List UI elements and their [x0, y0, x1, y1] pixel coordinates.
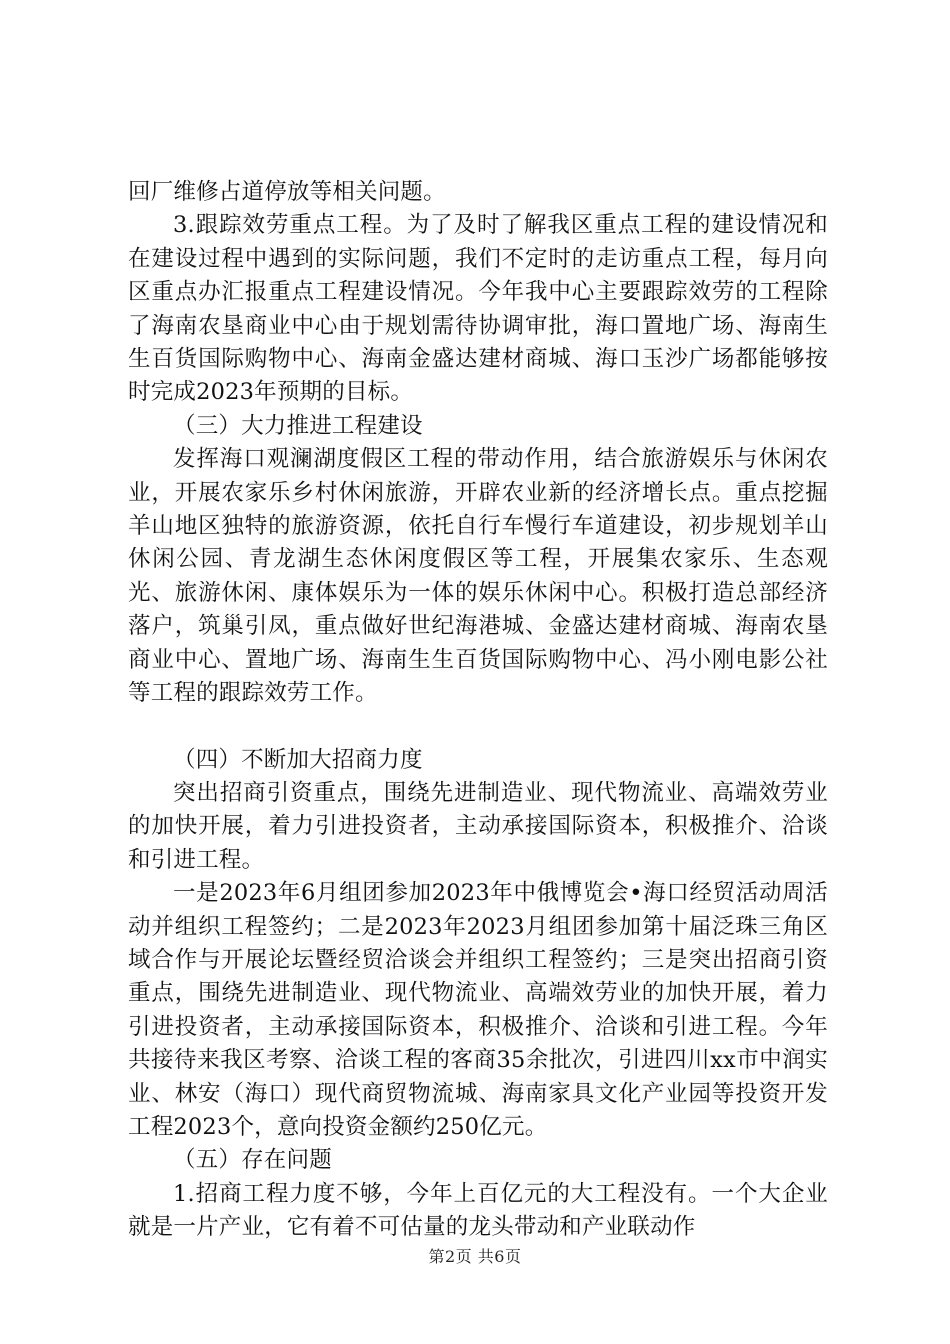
paragraph-existing-problems: 1.招商工程力度不够，今年上百亿元的大工程没有。一个大企业就是一片产业，它有着不可估量的龙头带动和产业联动作	[128, 1180, 828, 1241]
section-heading-3: （三）大力推进工程建设	[173, 412, 423, 439]
document-body	[128, 176, 828, 1245]
section-heading-4: （四）不断加大招商力度	[173, 746, 423, 773]
paragraph-project-construction: 发挥海口观澜湖度假区工程的带动作用，结合旅游娱乐与休闲农业，开展农家乐乡村休闲旅游，开辟农业新的经济增长点。重点挖掘羊山地区独特的旅游资源，依托自行车慢行车道建设，初步规划羊山休闲公园、青龙湖生态休闲度假区等工程，开展集农家乐、生态观光、旅游休闲、康体娱乐为一体的娱乐休闲中心。积极打造总部经济落户，筑巢引凤，重点做好世纪海港城、金盛达建材商城、海南农垦商业中心、置地广场、海南生生百货国际购物中心、冯小刚电影公社等工程的跟踪效劳工作。	[128, 446, 828, 707]
paragraph-key-project-tracking: 3.跟踪效劳重点工程。为了及时了解我区重点工程的建设情况和在建设过程中遇到的实际问题，我们不定时的走访重点工程，每月向区重点办汇报重点工程建设情况。今年我中心主要跟踪效劳的工程除了海南农垦商业中心由于规划需待协调审批，海口置地广场、海南生生百货国际购物中心、海南金盛达建材商城、海口玉沙广场都能够按时完成2023年预期的目标。	[128, 212, 828, 406]
page-footer: 第2页 共6页	[428, 1247, 522, 1266]
paragraph-continuation: 回厂维修占道停放等相关问题。	[128, 179, 446, 205]
section-heading-5: （五）存在问题	[173, 1147, 332, 1174]
paragraph-investment-focus: 突出招商引资重点，围绕先进制造业、现代物流业、高端效劳业的加快开展，着力引进投资者，主动承接国际资本，积极推介、洽谈和引进工程。	[128, 779, 828, 873]
paragraph-investment-results: 一是2023年6月组团参加2023年中俄博览会•海口经贸活动周活动并组织工程签约；二是2023年2023月组团参加第十届泛珠三角区域合作与开展论坛暨经贸洽谈会并组织工程签约；三是突出招商引资重点，围绕先进制造业、现代物流业、高端效劳业的加快开展，着力引进投资者，主动承接国际资本，积极推介、洽谈和引进工程。今年共接待来我区考察、洽谈工程的客商35余批次，引进四川xx市中润实业、林安（海口）现代商贸物流城、海南家具文化产业园等投资开发工程2023个，意向投资金额约250亿元。	[128, 880, 828, 1140]
